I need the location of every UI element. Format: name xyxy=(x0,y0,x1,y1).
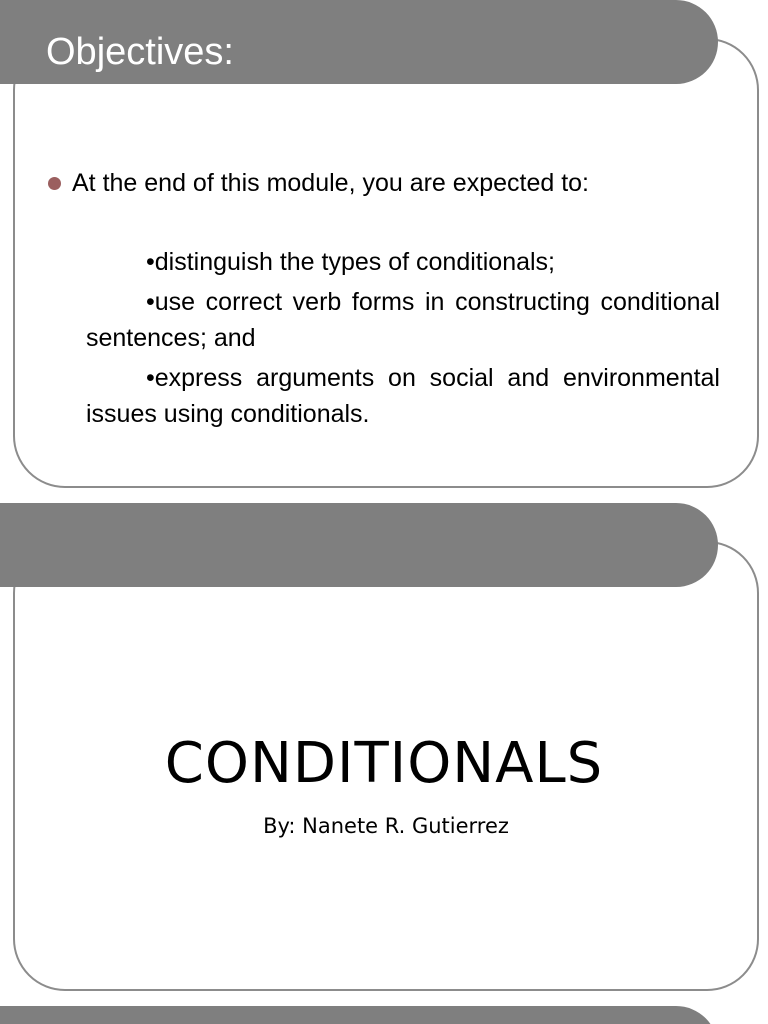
objective-item: •use correct verb forms in constructing conditional sentences; and xyxy=(86,288,720,352)
slide-header-bar xyxy=(0,503,718,587)
slide-header-bar xyxy=(0,1006,718,1024)
objective-item: •express arguments on social and environmental issues using conditionals. xyxy=(86,364,720,428)
slide-header-bar xyxy=(0,0,718,84)
presentation-title: CONDITIONALS xyxy=(164,731,604,796)
objectives-list xyxy=(86,244,720,436)
objective-item: •distinguish the types of conditionals; xyxy=(146,248,555,276)
bullet-text: At the end of this module, you are expected to: xyxy=(72,169,589,197)
slide-title: Objectives: xyxy=(46,31,234,73)
presentation-author: By: Nanete R. Gutierrez xyxy=(263,814,509,838)
bullet-dot-icon xyxy=(48,177,61,190)
